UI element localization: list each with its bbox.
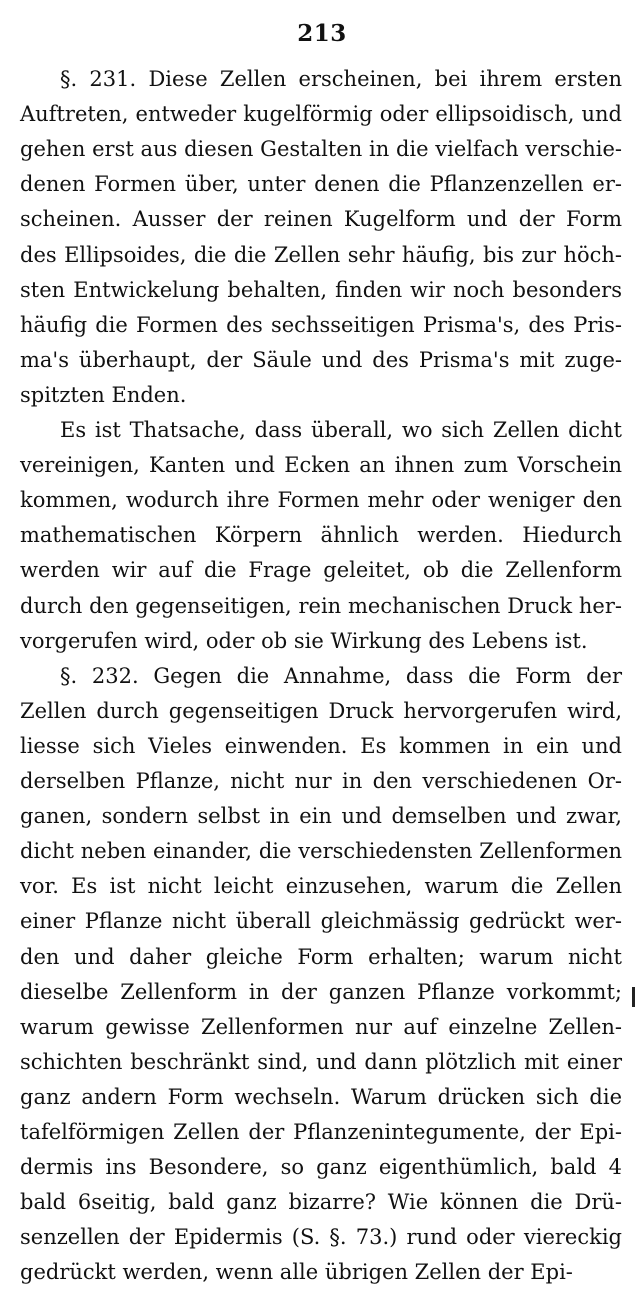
text-line: Zellen durch gegenseitigen Druck hervorgerufen wird, (20, 698, 622, 723)
text-line: senzellen der Epidermis (S. §. 73.) rund oder viereckig (20, 1225, 622, 1250)
text-line: ma's überhaupt, der Säule und des Prisma's mit zuge- (20, 347, 622, 372)
text-line: §. 231. Diese Zellen erscheinen, bei ihrem ersten (60, 67, 622, 91)
text-line: ganen, sondern selbst in ein und demselben und zwar, (20, 804, 622, 829)
text-line: mathematischen Körpern ähnlich werden. Hiedurch (20, 523, 622, 548)
text-line: dicht neben einander, die verschiedensten Zellenformen (20, 839, 622, 864)
text-line: dieselbe Zellenform in der ganzen Pflanze vorkommt; (20, 979, 622, 1004)
text-line: scheinen. Ausser der reinen Kugelform und der Form (20, 207, 622, 232)
text-line: sten Entwickelung behalten, finden wir noch besonders (20, 277, 622, 302)
text-line: vorgerufen wird, oder ob sie Wirkung des Lebens ist. (20, 628, 588, 653)
text-line: §. 232. Gegen die Annahme, dass die Form der (60, 663, 622, 688)
text-line: dermis ins Besondere, so ganz eigenthümlich, bald 4 (20, 1155, 622, 1180)
text-line: werden wir auf die Frage geleitet, ob die Zellenform (20, 558, 622, 583)
page-number: 213 (297, 20, 347, 47)
text-line: vor. Es ist nicht leicht einzusehen, warum die Zellen (20, 874, 622, 899)
text-line: derselben Pflanze, nicht nur in den verschiedenen Or- (20, 769, 622, 793)
text-line: ganz andern Form wechseln. Warum drücken sich die (20, 1084, 622, 1109)
text-line: Es ist Thatsache, dass überall, wo sich Zellen dicht (60, 418, 622, 442)
text-line: häufig die Formen des sechsseitigen Prisma's, des Pris- (20, 312, 622, 337)
text-line: kommen, wodurch ihre Formen mehr oder weniger den (20, 488, 622, 513)
text-line: gedrückt werden, wenn alle übrigen Zellen der Epi- (20, 1260, 573, 1285)
text-line: vereinigen, Kanten und Ecken an ihnen zum Vorschein (20, 453, 622, 478)
text-line: den und daher gleiche Form erhalten; warum nicht (20, 944, 622, 969)
text-line: gehen erst aus diesen Gestalten in die vielfach verschie- (20, 137, 622, 162)
text-line: durch den gegenseitigen, rein mechanischen Druck her- (20, 593, 622, 618)
text-line: Auftreten, entweder kugelförmig oder ellipsoidisch, und (20, 102, 622, 127)
text-line: des Ellipsoides, die die Zellen sehr häufig, bis zur höch- (20, 242, 622, 267)
text-line: schichten beschränkt sind, und dann plötzlich mit einer (20, 1049, 622, 1074)
margin-mark (632, 987, 635, 1007)
text-line: warum gewisse Zellenformen nur auf einzelne Zellen- (20, 1014, 622, 1039)
text-line: einer Pflanze nicht überall gleichmässig gedrückt wer- (20, 909, 622, 934)
text-line: bald 6seitig, bald ganz bizarre? Wie können die Drü- (20, 1190, 622, 1215)
text-line: denen Formen über, unter denen die Pflanzenzellen er- (20, 172, 622, 197)
text-line: tafelförmigen Zellen der Pflanzenintegumente, der Epi- (20, 1120, 622, 1144)
text-line: liesse sich Vieles einwenden. Es kommen in ein und (20, 733, 622, 758)
text-line: spitzten Enden. (20, 382, 187, 407)
